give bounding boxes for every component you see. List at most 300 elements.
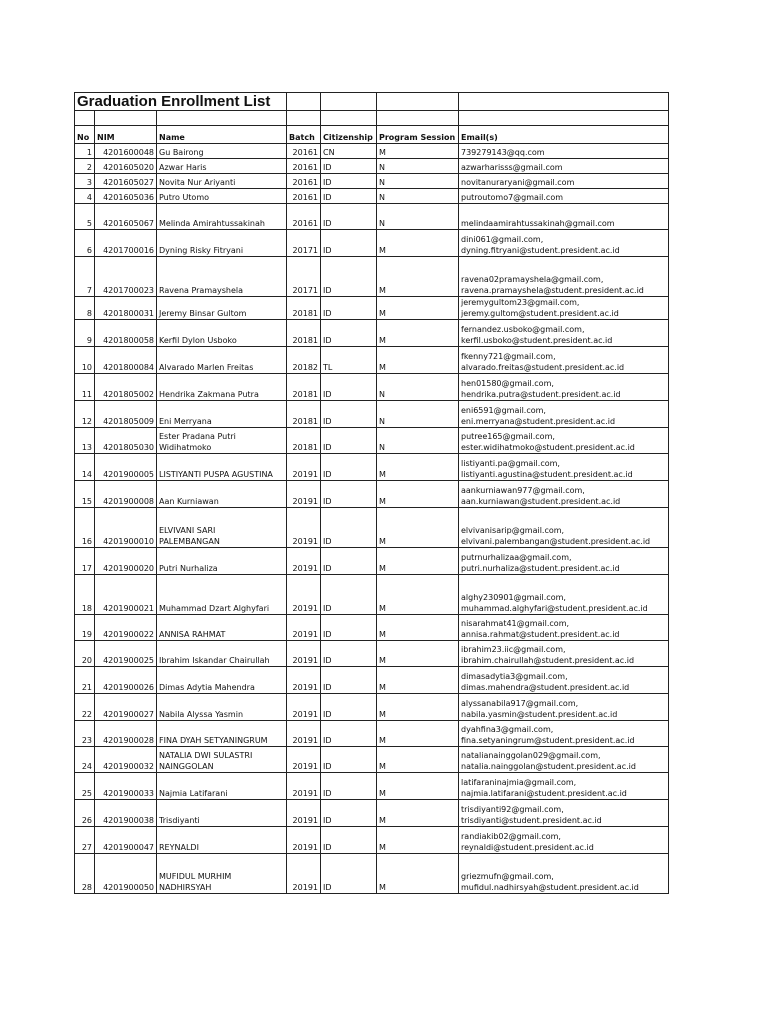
row-batch: 20191 [287, 694, 321, 721]
row-batch: 20171 [287, 257, 321, 297]
name-line: Ibrahim Iskandar Chairullah [159, 656, 270, 665]
row-citizenship: ID [321, 374, 377, 401]
row-batch: 20181 [287, 428, 321, 454]
row-batch: 20161 [287, 144, 321, 159]
name-line: Nabila Alyssa Yasmin [159, 710, 244, 719]
row-nim: 4201900038 [95, 800, 157, 827]
row-name [157, 144, 287, 159]
row-no: 19 [75, 615, 95, 641]
row-nim: 4201900027 [95, 694, 157, 721]
row-batch: 20191 [287, 747, 321, 773]
row-no: 26 [75, 800, 95, 827]
row-nim: 4201900047 [95, 827, 157, 854]
table-row [75, 454, 669, 481]
row-batch: 20191 [287, 508, 321, 548]
row-no: 23 [75, 721, 95, 747]
row-no: 10 [75, 347, 95, 374]
email-line: aan.kurniawan@student.president.ac.id [461, 497, 621, 506]
row-citizenship: ID [321, 747, 377, 773]
row-name [157, 548, 287, 575]
email-line: reynaldi@student.president.ac.id [461, 843, 594, 852]
row-name [157, 747, 287, 773]
row-batch: 20171 [287, 230, 321, 257]
row-no: 22 [75, 694, 95, 721]
row-email [459, 747, 669, 773]
email-line: alyssanabila917@gmail.com, [461, 699, 579, 708]
row-citizenship: ID [321, 257, 377, 297]
row-citizenship: ID [321, 204, 377, 230]
row-no: 14 [75, 454, 95, 481]
table-row [75, 773, 669, 800]
row-citizenship: ID [321, 773, 377, 800]
row-nim: 4201900021 [95, 575, 157, 615]
row-email [459, 548, 669, 575]
name-line: MUFIDUL MURHIM [159, 872, 232, 881]
row-email [459, 189, 669, 204]
row-batch: 20191 [287, 773, 321, 800]
row-citizenship: ID [321, 800, 377, 827]
row-citizenship: ID [321, 189, 377, 204]
row-batch: 20191 [287, 827, 321, 854]
row-program-session: M [377, 575, 459, 615]
row-program-session: M [377, 320, 459, 347]
email-line: putree165@gmail.com, [461, 432, 555, 441]
name-line: Azwar Haris [159, 163, 207, 172]
row-program-session: M [377, 667, 459, 694]
row-name [157, 454, 287, 481]
row-citizenship: ID [321, 667, 377, 694]
email-line: ravena02pramayshela@gmail.com, [461, 275, 604, 284]
row-citizenship: ID [321, 721, 377, 747]
name-line: Dyning Risky Fitryani [159, 246, 244, 255]
row-batch: 20191 [287, 854, 321, 894]
row-name [157, 575, 287, 615]
table-row [75, 401, 669, 428]
email-line: natalia.nainggolan@student.president.ac.id [461, 762, 636, 771]
row-batch: 20182 [287, 347, 321, 374]
row-program-session: N [377, 401, 459, 428]
name-line: NATALIA DWI SULASTRI [159, 751, 253, 760]
row-email [459, 615, 669, 641]
email-line: novitanuraryani@gmail.com [461, 178, 575, 187]
row-email [459, 174, 669, 189]
name-line: NADHIRSYAH [159, 883, 212, 892]
row-email [459, 297, 669, 320]
email-line: eni.merryana@student.president.ac.id [461, 417, 616, 426]
row-name [157, 159, 287, 174]
row-no: 15 [75, 481, 95, 508]
name-line: Trisdiyanti [159, 816, 200, 825]
row-no: 17 [75, 548, 95, 575]
table-row [75, 548, 669, 575]
table-row [75, 428, 669, 454]
title-row [75, 93, 669, 111]
row-no: 11 [75, 374, 95, 401]
table-row [75, 747, 669, 773]
row-citizenship: ID [321, 401, 377, 428]
email-line: fina.setyaningrum@student.president.ac.id [461, 736, 635, 745]
row-no: 12 [75, 401, 95, 428]
row-name [157, 721, 287, 747]
row-email [459, 800, 669, 827]
row-program-session: M [377, 144, 459, 159]
name-line: Kerfil Dylon Usboko [159, 336, 237, 345]
row-nim: 4201800084 [95, 347, 157, 374]
row-no: 5 [75, 204, 95, 230]
name-line: Melinda Amirahtussakinah [159, 219, 265, 228]
row-citizenship: ID [321, 548, 377, 575]
row-no: 28 [75, 854, 95, 894]
row-email [459, 827, 669, 854]
row-email [459, 230, 669, 257]
row-no: 1 [75, 144, 95, 159]
row-email [459, 454, 669, 481]
row-name [157, 347, 287, 374]
email-line: randiakib02@gmail.com, [461, 832, 561, 841]
email-line: latifaraninajmia@gmail.com, [461, 778, 577, 787]
row-no: 27 [75, 827, 95, 854]
row-email [459, 773, 669, 800]
row-nim: 4201900028 [95, 721, 157, 747]
row-name [157, 694, 287, 721]
email-line: dyning.fitryani@student.president.ac.id [461, 246, 620, 255]
row-email [459, 257, 669, 297]
row-citizenship: ID [321, 320, 377, 347]
row-name [157, 428, 287, 454]
row-batch: 20191 [287, 721, 321, 747]
row-nim: 4201700016 [95, 230, 157, 257]
email-line: alvarado.freitas@student.president.ac.id [461, 363, 625, 372]
row-no: 24 [75, 747, 95, 773]
row-nim: 4201900025 [95, 641, 157, 667]
email-line: dini061@gmail.com, [461, 235, 544, 244]
table-row [75, 159, 669, 174]
name-line: Gu Bairong [159, 148, 204, 157]
email-line: putri.nurhaliza@student.president.ac.id [461, 564, 620, 573]
table-row [75, 615, 669, 641]
row-nim: 4201900005 [95, 454, 157, 481]
row-name [157, 297, 287, 320]
table-row [75, 189, 669, 204]
row-citizenship: ID [321, 174, 377, 189]
row-no: 16 [75, 508, 95, 548]
row-program-session: M [377, 641, 459, 667]
name-line: REYNALDI [159, 843, 199, 852]
email-line: eni6591@gmail.com, [461, 406, 546, 415]
name-line: Putri Nurhaliza [159, 564, 218, 573]
row-batch: 20161 [287, 189, 321, 204]
header-nim: NIM [95, 126, 157, 144]
name-line: ELVIVANI SARI [159, 526, 216, 535]
table-row [75, 144, 669, 159]
row-name [157, 174, 287, 189]
email-line: elvivanisarip@gmail.com, [461, 526, 565, 535]
name-line: Putro Utomo [159, 193, 210, 202]
table-row [75, 694, 669, 721]
email-line: najmia.latifarani@student.president.ac.id [461, 789, 627, 798]
email-line: ester.widihatmoko@student.president.ac.id [461, 443, 635, 452]
row-program-session: N [377, 428, 459, 454]
row-email [459, 508, 669, 548]
row-batch: 20161 [287, 204, 321, 230]
row-no: 20 [75, 641, 95, 667]
row-nim: 4201900008 [95, 481, 157, 508]
email-line: ibrahim.chairullah@student.president.ac.id [461, 656, 635, 665]
row-name [157, 204, 287, 230]
table-row [75, 230, 669, 257]
row-nim: 4201900020 [95, 548, 157, 575]
row-program-session: M [377, 508, 459, 548]
row-batch: 20161 [287, 174, 321, 189]
email-line: trisdiyanti92@gmail.com, [461, 805, 564, 814]
row-program-session: N [377, 189, 459, 204]
row-name [157, 320, 287, 347]
header-batch: Batch [287, 126, 321, 144]
row-batch: 20191 [287, 454, 321, 481]
row-citizenship: ID [321, 297, 377, 320]
row-no: 6 [75, 230, 95, 257]
row-citizenship: ID [321, 159, 377, 174]
row-email [459, 667, 669, 694]
row-nim: 4201700023 [95, 257, 157, 297]
name-line: Novita Nur Ariyanti [159, 178, 236, 187]
name-line: Widihatmoko [159, 443, 212, 452]
name-line: LISTIYANTI PUSPA AGUSTINA [159, 470, 273, 479]
row-program-session: M [377, 747, 459, 773]
row-program-session: M [377, 694, 459, 721]
name-line: NAINGGOLAN [159, 762, 214, 771]
email-line: listiyanti.agustina@student.president.ac.id [461, 470, 633, 479]
name-line: Aan Kurniawan [159, 497, 219, 506]
row-nim: 4201805002 [95, 374, 157, 401]
row-email [459, 694, 669, 721]
row-program-session: M [377, 548, 459, 575]
row-program-session: M [377, 297, 459, 320]
name-line: Dimas Adytia Mahendra [159, 683, 255, 692]
row-citizenship: ID [321, 827, 377, 854]
row-batch: 20181 [287, 401, 321, 428]
row-nim: 4201805009 [95, 401, 157, 428]
row-batch: 20161 [287, 159, 321, 174]
email-line: hendrika.putra@student.president.ac.id [461, 390, 621, 399]
table-row [75, 667, 669, 694]
header-name: Name [157, 126, 287, 144]
row-no: 13 [75, 428, 95, 454]
email-line: putroutomo7@gmail.com [461, 193, 564, 202]
email-line: elvivani.palembangan@student.president.ac.id [461, 537, 651, 546]
row-batch: 20181 [287, 374, 321, 401]
row-name [157, 854, 287, 894]
name-line: Ravena Pramayshela [159, 286, 244, 295]
row-email [459, 144, 669, 159]
row-email [459, 347, 669, 374]
row-citizenship: ID [321, 481, 377, 508]
enrollment-table [74, 92, 669, 894]
row-program-session: N [377, 204, 459, 230]
table-row [75, 854, 669, 894]
row-nim: 4201600048 [95, 144, 157, 159]
row-email [459, 320, 669, 347]
row-citizenship: ID [321, 230, 377, 257]
email-line: melindaamirahtussakinah@gmail.com [461, 219, 615, 228]
table-row [75, 641, 669, 667]
name-line: Hendrika Zakmana Putra [159, 390, 259, 399]
row-name [157, 481, 287, 508]
email-line: 739279143@qq.com [461, 148, 545, 157]
email-line: ibrahim23.iic@gmail.com, [461, 645, 566, 654]
name-line: ANNISA RAHMAT [159, 630, 226, 639]
row-citizenship: ID [321, 694, 377, 721]
row-email [459, 374, 669, 401]
row-program-session: M [377, 773, 459, 800]
row-program-session: M [377, 854, 459, 894]
row-nim: 4201900033 [95, 773, 157, 800]
email-line: putrnurhalizaa@gmail.com, [461, 553, 572, 562]
row-program-session: M [377, 481, 459, 508]
row-nim: 4201900022 [95, 615, 157, 641]
email-line: aankurniawan977@gmail.com, [461, 486, 585, 495]
email-line: nisarahmat41@gmail.com, [461, 619, 570, 628]
row-program-session: M [377, 257, 459, 297]
table-row [75, 481, 669, 508]
email-line: nabila.yasmin@student.president.ac.id [461, 710, 618, 719]
row-program-session: N [377, 174, 459, 189]
name-line: Eni Merryana [159, 417, 212, 426]
row-no: 3 [75, 174, 95, 189]
row-nim: 4201800058 [95, 320, 157, 347]
email-line: hen01580@gmail.com, [461, 379, 554, 388]
table-row [75, 320, 669, 347]
email-line: ravena.pramayshela@student.president.ac.id [461, 286, 644, 295]
row-nim: 4201900050 [95, 854, 157, 894]
row-no: 21 [75, 667, 95, 694]
row-nim: 4201900010 [95, 508, 157, 548]
row-nim: 4201900026 [95, 667, 157, 694]
row-name [157, 401, 287, 428]
name-line: PALEMBANGAN [159, 537, 220, 546]
table-row [75, 204, 669, 230]
name-line: Najmia Latifarani [159, 789, 228, 798]
email-line: muhammad.alghyfari@student.president.ac.id [461, 604, 648, 613]
table-row [75, 257, 669, 297]
row-name [157, 641, 287, 667]
row-batch: 20191 [287, 615, 321, 641]
row-name [157, 615, 287, 641]
email-line: griezmufn@gmail.com, [461, 872, 554, 881]
sheet-title: Graduation Enrollment List [75, 93, 287, 111]
row-name [157, 230, 287, 257]
row-name [157, 773, 287, 800]
row-citizenship: CN [321, 144, 377, 159]
row-email [459, 854, 669, 894]
email-line: dimasadytia3@gmail.com, [461, 672, 568, 681]
row-no: 8 [75, 297, 95, 320]
row-name [157, 667, 287, 694]
row-citizenship: ID [321, 615, 377, 641]
row-batch: 20191 [287, 481, 321, 508]
row-no: 2 [75, 159, 95, 174]
email-line: dyahfina3@gmail.com, [461, 725, 554, 734]
row-email [459, 204, 669, 230]
name-line: Muhammad Dzart Alghyfari [159, 604, 270, 613]
email-line: fkenny721@gmail.com, [461, 352, 556, 361]
table-row [75, 347, 669, 374]
row-name [157, 257, 287, 297]
name-line: FINA DYAH SETYANINGRUM [159, 736, 268, 745]
row-citizenship: TL [321, 347, 377, 374]
row-program-session: M [377, 721, 459, 747]
table-row [75, 174, 669, 189]
row-no: 4 [75, 189, 95, 204]
email-line: annisa.rahmat@student.president.ac.id [461, 630, 620, 639]
table-row [75, 800, 669, 827]
row-email [459, 481, 669, 508]
table-row [75, 827, 669, 854]
row-email [459, 575, 669, 615]
header-citizenship: Citizenship [321, 126, 377, 144]
name-line: Ester Pradana Putri [159, 432, 236, 441]
row-citizenship: ID [321, 454, 377, 481]
row-name [157, 827, 287, 854]
row-email [459, 401, 669, 428]
row-email [459, 721, 669, 747]
row-name [157, 189, 287, 204]
row-batch: 20191 [287, 641, 321, 667]
row-no: 9 [75, 320, 95, 347]
row-citizenship: ID [321, 641, 377, 667]
row-email [459, 641, 669, 667]
row-batch: 20181 [287, 297, 321, 320]
email-line: dimas.mahendra@student.president.ac.id [461, 683, 630, 692]
header-no: No [75, 126, 95, 144]
row-nim: 4201900032 [95, 747, 157, 773]
email-line: kerfil.usboko@student.president.ac.id [461, 336, 613, 345]
row-program-session: M [377, 454, 459, 481]
row-program-session: M [377, 827, 459, 854]
email-line: trisdiyanti@student.president.ac.id [461, 816, 602, 825]
email-line: jeremygultom23@gmail.com, [461, 298, 580, 307]
row-name [157, 800, 287, 827]
row-program-session: M [377, 800, 459, 827]
email-line: jeremy.gultom@student.president.ac.id [461, 309, 619, 318]
row-program-session: M [377, 347, 459, 374]
row-nim: 4201605036 [95, 189, 157, 204]
row-nim: 4201605067 [95, 204, 157, 230]
email-line: mufidul.nadhirsyah@student.president.ac.id [461, 883, 639, 892]
row-nim: 4201605020 [95, 159, 157, 174]
row-program-session: M [377, 615, 459, 641]
row-no: 7 [75, 257, 95, 297]
row-citizenship: ID [321, 428, 377, 454]
table-row [75, 374, 669, 401]
row-no: 18 [75, 575, 95, 615]
row-batch: 20191 [287, 548, 321, 575]
email-line: azwarharisss@gmail.com [461, 163, 563, 172]
row-nim: 4201805030 [95, 428, 157, 454]
table-row [75, 508, 669, 548]
email-line: listiyanti.pa@gmail.com, [461, 459, 560, 468]
name-line: Jeremy Binsar Gultom [159, 309, 247, 318]
row-citizenship: ID [321, 575, 377, 615]
row-email [459, 159, 669, 174]
row-nim: 4201605027 [95, 174, 157, 189]
row-name [157, 374, 287, 401]
row-nim: 4201800031 [95, 297, 157, 320]
table-row [75, 721, 669, 747]
row-program-session: N [377, 374, 459, 401]
table-row [75, 297, 669, 320]
email-line: fernandez.usboko@gmail.com, [461, 325, 585, 334]
